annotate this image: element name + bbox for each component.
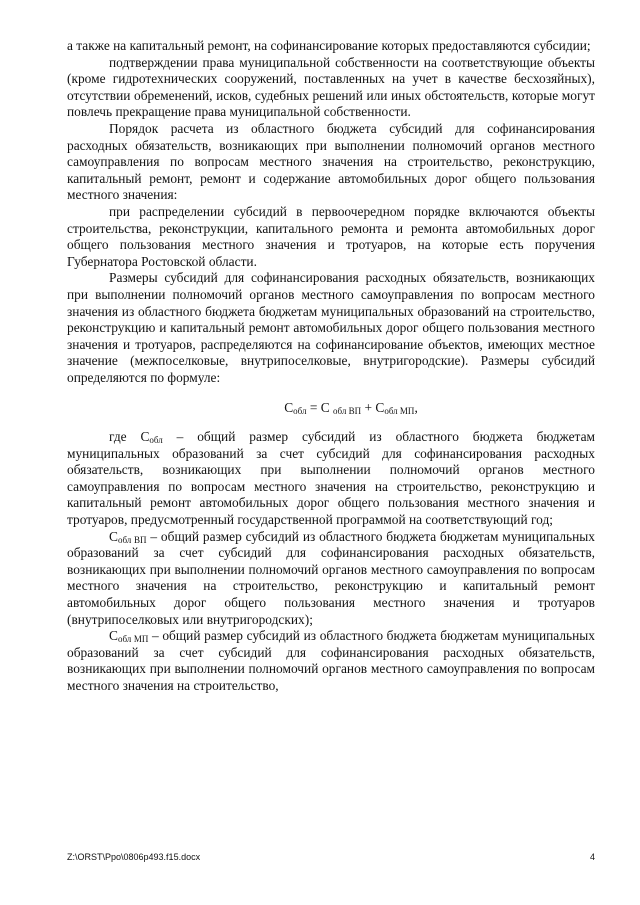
paragraph-priority-distribution: при распределении субсидий в первоочередном порядке включаются объекты строительства, реконструкции, капитального ремонта и ремонта автомобильных дорог общего пользования местного значения и тротуаров, на которые есть поручения Губернатора Ростовской области. [67,203,595,269]
footer-file-path: Z:\ORST\Ppo\0806p493.f15.docx [67,852,201,862]
definition-text: – общий размер субсидий из областного бюджета бюджетам муниципальных образований за счет субсидий для софинансирования расходных обязательств, возникающих при выполнении полномочий органов местного самоуправления по вопросам местного значения на строительство, реконструкцию и капитальный ремонт автомобильных дорог общего пользования местного значения и тротуаров, предусмотренный государственной программой на соответствующий год; [67,429,595,528]
definition-lead: С [109,528,118,544]
formula-term1-subscript: обл ВП [333,406,362,417]
definition-subscript: обл МП [117,634,149,645]
definition-subscript: обл [149,435,163,446]
definition-lead: где С [109,429,150,445]
paragraph-ownership-confirmation: подтверждении права муниципальной собственности на соответствующие объекты (кроме гидротехнических сооружений, поставленных на учет в качестве бесхозяйных), отсутствии обременений, исков, судебных решений или иных обстоятельств, которые могут повлечь прекращение права муниципальной собственности. [67,54,595,120]
definition-inter-settlement-subsidy [67,628,595,694]
footer-page-number: 4 [589,852,595,862]
paragraph-capital-repair: а также на капитальный ремонт, на софинансирование которых предоставляются субсидии; [67,38,591,53]
definition-intra-settlement-subsidy [67,529,595,629]
definition-text: – общий размер субсидий из областного бюджета бюджетам муниципальных образований за счет субсидий для софинансирования расходных обязательств, возникающих при выполнении полномочий органов местного самоуправления по вопросам местного значения на строительство, [67,628,595,693]
formula-end: , [414,400,418,416]
formula-lhs: С [284,400,294,416]
definition-text: – общий размер субсидий из областного бюджета бюджетам муниципальных образований за счет субсидий для софинансирования расходных обязательств, возникающих при выполнении полномочий органов местного самоуправления по вопросам местного значения на строительство, реконструкцию и капитальный ремонт автомобильных дорог общего пользования местного значения и тротуаров (внутрипоселковых или внутригородских); [67,528,596,627]
document-body [67,38,595,695]
formula-lhs-subscript: обл [293,406,307,417]
definition-total-subsidy [67,429,595,529]
definition-subscript: обл ВП [117,534,147,545]
formula-equals: = С [306,400,334,416]
subsidy-formula [67,400,595,417]
paragraph-subsidy-sizes: Размеры субсидий для софинансирования расходных обязательств, возникающих при выполнении полномочий органов местного самоуправления по вопросам местного значения из областного бюджета бюджетам муниципальных образований на строительство, реконструкцию и капитальный ремонт автомобильных дорог общего пользования местного значения и тротуаров, распределяются на софинансирование объектов, имеющих местное значение (межпоселковые, внутрипоселковые, внутригородские). Размеры субсидий определяются по формуле: [67,270,595,385]
paragraph-calculation-procedure: Порядок расчета из областного бюджета субсидий для софинансирования расходных обязательств, возникающих при выполнении полномочий органов местного самоуправления по вопросам местного значения на строительство, реконструкцию, капитальный ремонт, ремонт и содержание автомобильных дорог общего пользования местного значения: [67,120,595,203]
page-footer [67,852,595,862]
formula-plus: + С [361,400,385,416]
definition-lead: С [109,628,118,644]
formula-term2-subscript: обл МП [384,406,415,417]
